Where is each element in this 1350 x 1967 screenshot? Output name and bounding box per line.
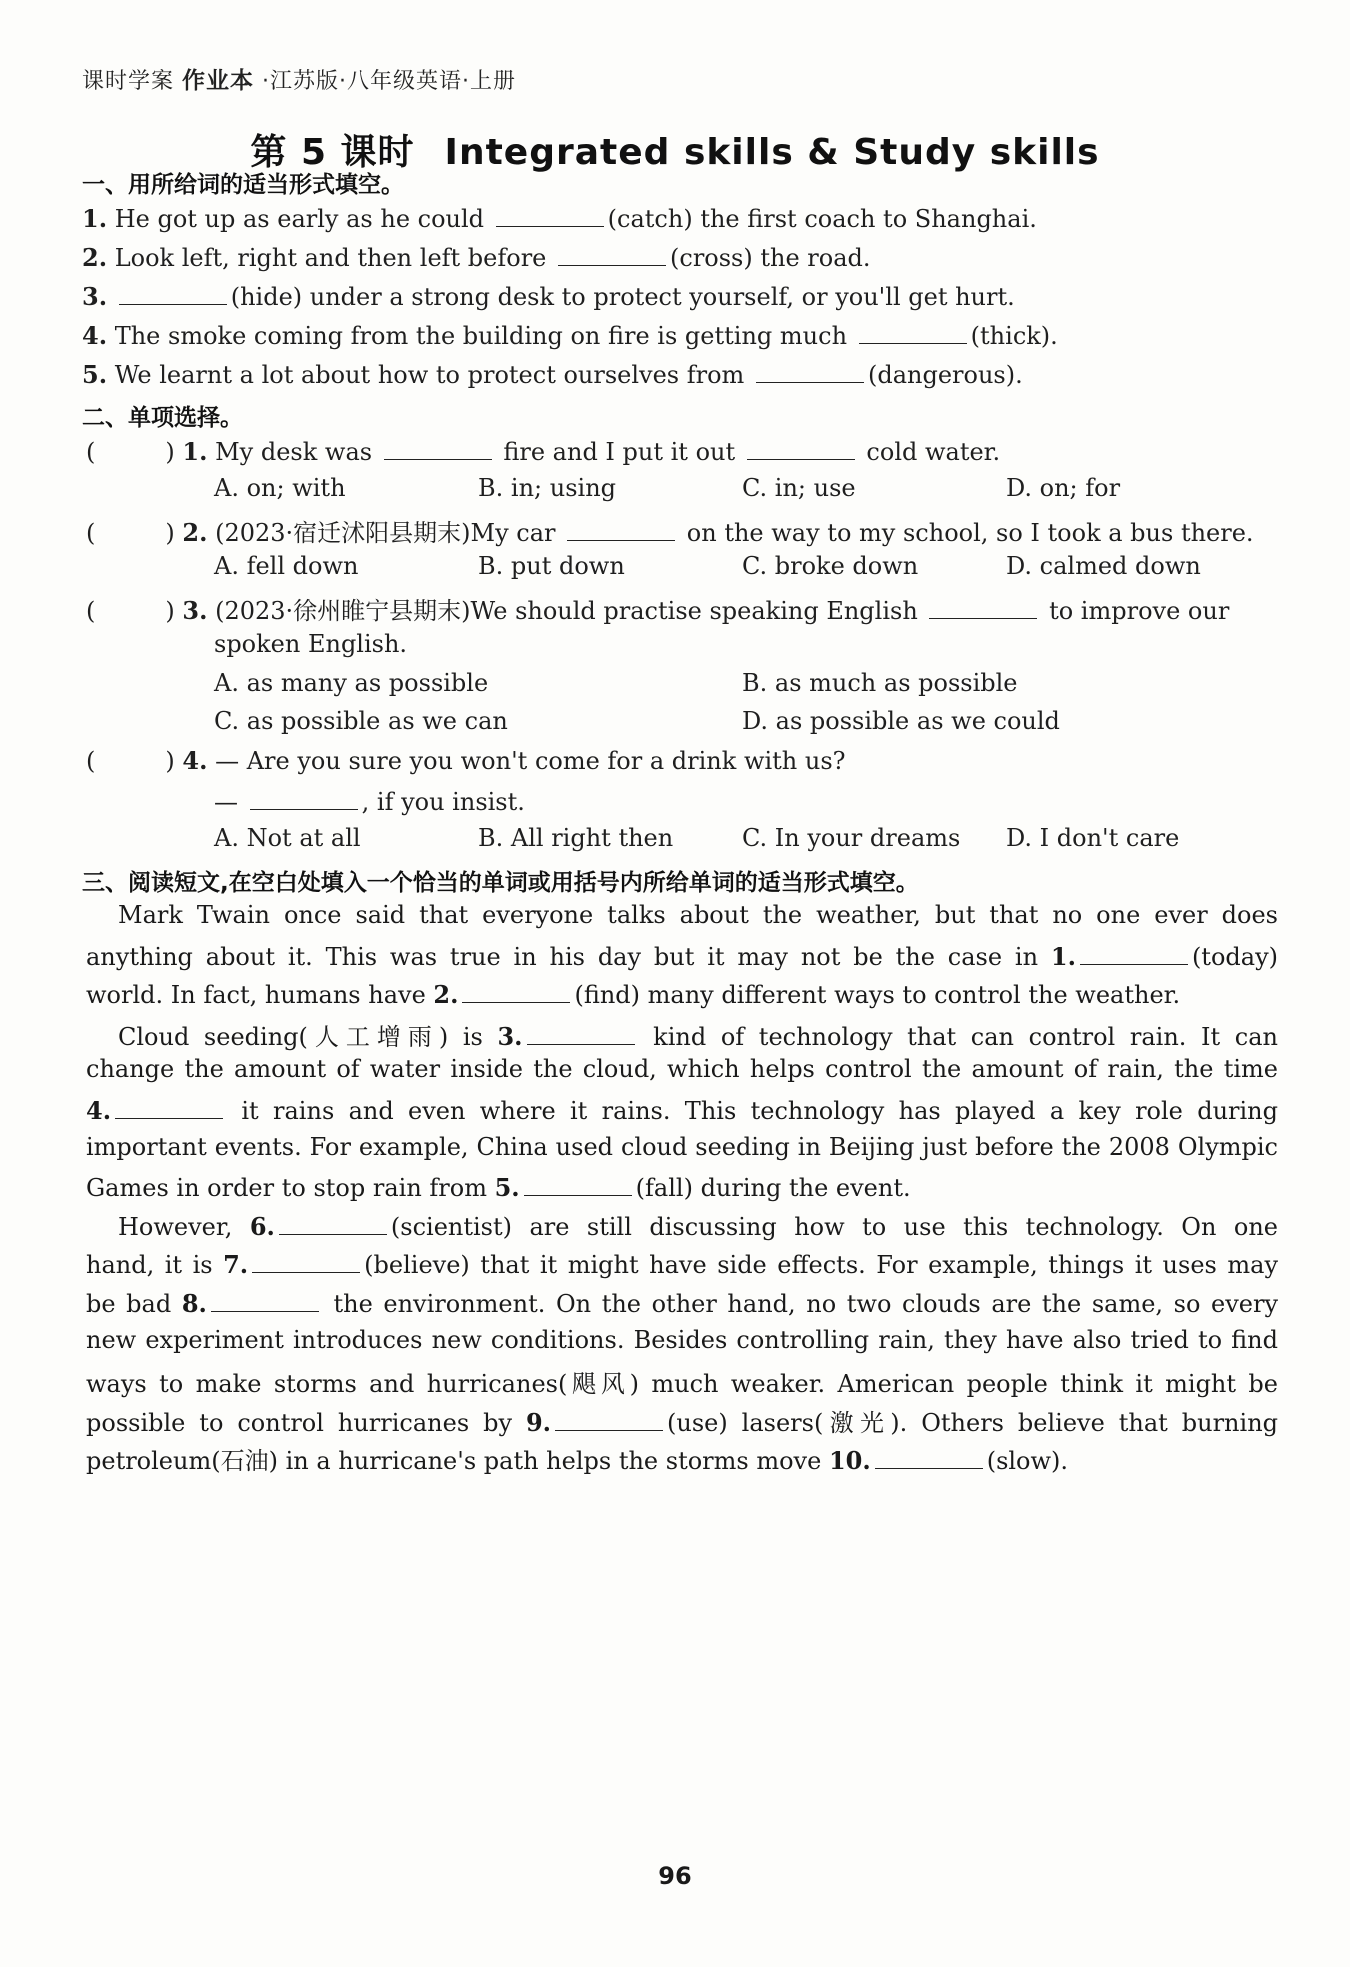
answer-blank: [567, 516, 675, 541]
passage-text: Cloud seeding(人工增雨) is: [118, 1022, 498, 1051]
passage-text: (scientist) are still discussing how to use this technology. On one: [390, 1212, 1278, 1241]
passage-line: [86, 1326, 1278, 1354]
option-b[interactable]: B. put down: [478, 552, 625, 580]
option-c[interactable]: C. In your dreams: [742, 824, 961, 852]
option-b[interactable]: B. in; using: [478, 474, 617, 502]
passage-line: [118, 1017, 1278, 1052]
blank-number: 3.: [497, 1021, 523, 1051]
option-c[interactable]: C. as possible as we can: [214, 707, 508, 735]
option-d[interactable]: D. on; for: [1006, 474, 1121, 502]
blank-number: 5.: [494, 1173, 520, 1203]
mc-question-1: ( ) 1. My desk was fire and I put it out cold water.: [86, 437, 1001, 466]
passage-line: [86, 1441, 1278, 1476]
passage-line: [86, 1287, 1278, 1318]
blank-number: 8.: [181, 1289, 207, 1318]
mc-question-3: ( ) 3. (2023·徐州睢宁县期末)We should practise speaking English to improve our: [86, 596, 1230, 625]
lesson-number: 第 5 课时: [250, 132, 415, 173]
answer-blank[interactable]: [211, 1287, 319, 1312]
passage-text: change the amount of water inside the cloud, which helps control the amount of rain, the time: [86, 1055, 1278, 1084]
fill-item-3: 3. (hide) under a strong desk to protect yourself, or you'll get hurt.: [82, 282, 1015, 311]
passage-line: [118, 1210, 1278, 1241]
option-a[interactable]: A. fell down: [214, 552, 359, 580]
answer-blank: [747, 435, 855, 460]
blank-number: 4.: [86, 1096, 112, 1125]
passage-text: world. In fact, humans have: [86, 981, 434, 1010]
option-b[interactable]: B. All right then: [478, 824, 674, 852]
answer-blank[interactable]: [756, 358, 864, 383]
passage-text: Games in order to stop rain from: [86, 1174, 495, 1203]
section-heading-3: 三、阅读短文,在空白处填入一个恰当的单词或用括号内所给单词的适当形式填空。: [82, 870, 919, 896]
passage-line: [86, 1364, 1278, 1399]
mc-question-3-continued: spoken English.: [214, 630, 408, 658]
passage-text: possible to control hurricanes by: [86, 1408, 526, 1437]
header-book: 作业本: [182, 68, 255, 94]
passage-text: the environment. On the other hand, no two clouds are the same, so every: [322, 1290, 1278, 1318]
passage-text: new experiment introduces new conditions. Besides controlling rain, they have also tried to find: [86, 1325, 1278, 1354]
answer-blank: [929, 594, 1037, 619]
blank-number: 1.: [1050, 941, 1076, 971]
answer-blank[interactable]: [558, 241, 666, 266]
answer-blank[interactable]: [496, 202, 604, 227]
section-heading-2: 二、单项选择。: [82, 405, 243, 431]
blank-number: 10.: [828, 1446, 871, 1476]
passage-text: ways to make storms and hurricanes(飓风) much weaker. American people think it might be: [86, 1370, 1278, 1399]
page-number: 96: [658, 1862, 692, 1890]
blank-number: 7.: [223, 1250, 249, 1280]
answer-blank[interactable]: [875, 1444, 983, 1469]
answer-blank[interactable]: [115, 1094, 223, 1119]
passage-text: hand, it is: [86, 1251, 224, 1280]
option-c[interactable]: C. in; use: [742, 474, 856, 502]
answer-bracket[interactable]: ( ): [86, 519, 175, 547]
lesson-name: Integrated skills & Study skills: [444, 132, 1100, 173]
passage-line: [86, 1055, 1278, 1083]
passage-text: anything about it. This was true in his day but it may not be the case in: [86, 942, 1051, 971]
answer-blank[interactable]: [524, 1171, 632, 1196]
passage-line: [86, 1094, 1278, 1125]
passage-text: However,: [118, 1212, 250, 1241]
passage-text: kind of technology that can control rain. It can: [638, 1022, 1278, 1051]
passage-text: (fall) during the event.: [635, 1174, 911, 1203]
passage-text: (slow).: [986, 1447, 1069, 1476]
fill-item-2: 2. Look left, right and then left before (cross) the road.: [82, 243, 871, 272]
answer-blank[interactable]: [527, 1020, 635, 1045]
passage-text: it rains and even where it rains. This technology has played a key role during: [227, 1097, 1278, 1125]
passage-text: petroleum(石油) in a hurricane's path helps the storms move: [86, 1447, 829, 1476]
answer-blank[interactable]: [252, 1248, 360, 1273]
mc-question-2: ( ) 2. (2023·宿迁沭阳县期末)My car on the way to my school, so I took a bus there.: [86, 518, 1254, 547]
blank-number: 2.: [433, 980, 459, 1010]
option-d[interactable]: D. calmed down: [1006, 552, 1201, 580]
passage-line: [86, 1403, 1278, 1438]
answer-blank[interactable]: [279, 1210, 387, 1235]
answer-blank[interactable]: [859, 319, 967, 344]
passage-text: (use) lasers(激光). Others believe that burning: [667, 1408, 1279, 1437]
option-d[interactable]: D. as possible as we could: [742, 707, 1060, 735]
passage-text: (find) many different ways to control the weather.: [574, 981, 1181, 1010]
blank-number: 6.: [249, 1211, 275, 1241]
section-heading-1: 一、用所给词的适当形式填空。: [82, 172, 404, 198]
answer-blank: [250, 785, 358, 810]
answer-bracket[interactable]: ( ): [86, 597, 175, 625]
option-a[interactable]: A. on; with: [214, 474, 346, 502]
option-a[interactable]: A. as many as possible: [214, 669, 489, 697]
passage-line: [86, 940, 1278, 971]
passage-line: [118, 901, 1278, 929]
passage-line: [86, 1133, 1278, 1161]
option-d[interactable]: D. I don't care: [1006, 824, 1180, 852]
mc-question-4: ( ) 4. — Are you sure you won't come for a drink with us?: [86, 746, 846, 775]
passage-line: [86, 1248, 1278, 1279]
blank-number: 9.: [525, 1407, 552, 1437]
mc-question-4-reply: — , if you insist.: [214, 785, 525, 816]
answer-blank: [384, 435, 492, 460]
answer-blank[interactable]: [119, 280, 227, 305]
answer-blank[interactable]: [462, 978, 570, 1003]
option-c[interactable]: C. broke down: [742, 552, 919, 580]
passage-text: (today): [1191, 942, 1278, 971]
answer-bracket[interactable]: ( ): [86, 747, 175, 775]
header-edition: ·江苏版·八年级英语·上册: [262, 69, 516, 94]
header-series: 课时学案: [82, 69, 175, 94]
option-b[interactable]: B. as much as possible: [742, 669, 1018, 697]
answer-blank[interactable]: [1080, 940, 1188, 965]
answer-bracket[interactable]: ( ): [86, 438, 175, 466]
passage-line: [86, 978, 1278, 1009]
fill-item-1: 1. He got up as early as he could (catch) the first coach to Shanghai.: [82, 204, 1037, 233]
fill-item-5: 5. We learnt a lot about how to protect ourselves from (dangerous).: [82, 360, 1023, 389]
passage-line: [86, 1171, 1278, 1202]
passage-text: (believe) that it might have side effects. For example, things it uses may: [364, 1251, 1279, 1280]
passage-text: Mark Twain once said that everyone talks about the weather, but that no one ever does: [118, 901, 1278, 929]
answer-blank[interactable]: [555, 1406, 663, 1431]
option-a[interactable]: A. Not at all: [214, 824, 361, 852]
passage-text: important events. For example, China used cloud seeding in Beijing just before the 2008 Olympic: [86, 1132, 1278, 1161]
fill-item-4: 4. The smoke coming from the building on fire is getting much (thick).: [82, 321, 1058, 350]
running-header: [82, 62, 516, 95]
passage-text: be bad: [86, 1290, 182, 1318]
